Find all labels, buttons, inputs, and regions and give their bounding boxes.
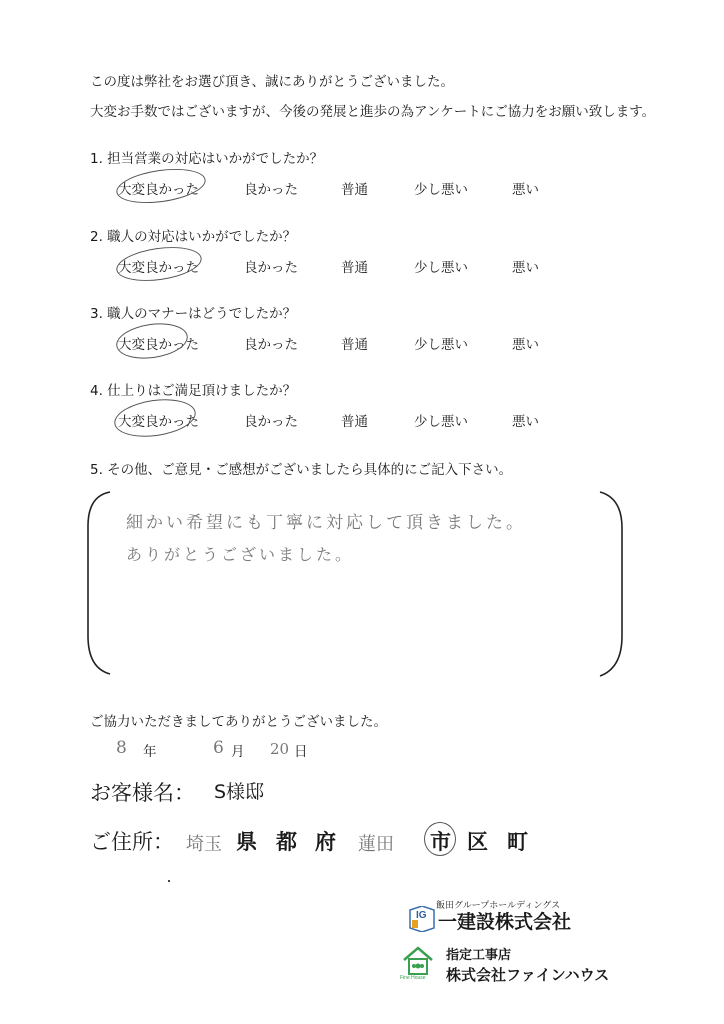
question-3-title: 3. 職人のマナーはどうでしたか？ [90, 306, 297, 322]
company2-name: 株式会社ファインハウス [446, 966, 610, 984]
address-shi-circle [424, 822, 456, 856]
company1-group-name: 飯田グループホールディングス [436, 901, 561, 911]
ig-logo-icon [408, 906, 436, 932]
question-5-title: 5. その他、ご意見・ご感想がございましたら具体的にご記入下さい。 [90, 462, 513, 478]
address-unit-machi: 町 [507, 830, 528, 854]
address-unit-ku: 区 [467, 830, 488, 854]
comment-answer-line-2: ありがとうございました。 [126, 545, 355, 564]
date-month-value: 6 [213, 738, 224, 758]
ig-logo-mark: IG [416, 910, 427, 921]
company1-name: 一建設株式会社 [438, 911, 572, 933]
q1-option-average[interactable]: 普通 [341, 182, 368, 198]
fine-house-logo-mark: Fine House [400, 975, 426, 981]
fine-house-logo-icon [400, 942, 436, 982]
q3-option-bad[interactable]: 悪い [512, 337, 539, 353]
address-city-value: 蓮田 [358, 834, 394, 855]
address-unit-fu: 府 [315, 830, 336, 854]
question-4-title: 4. 仕上りはご満足頂けましたか？ [90, 383, 297, 399]
q1-selection-circle [114, 164, 208, 208]
address-unit-shi: 市 [430, 830, 451, 854]
q4-option-average[interactable]: 普通 [341, 414, 368, 430]
company2-label: 指定工事店 [446, 948, 512, 963]
q1-option-very-good[interactable]: 大変良かった [118, 182, 199, 198]
q1-option-slightly-bad[interactable]: 少し悪い [414, 182, 468, 198]
q1-option-bad[interactable]: 悪い [512, 182, 539, 198]
date-day-label: 日 [294, 744, 308, 760]
intro-line-1: この度は弊社をお選び頂き、誠にありがとうございました。 [90, 74, 454, 90]
q2-option-slightly-bad[interactable]: 少し悪い [414, 260, 468, 276]
question-1-title: 1. 担当営業の対応はいかがでしたか？ [90, 151, 324, 167]
q3-option-average[interactable]: 普通 [341, 337, 368, 353]
q4-option-good[interactable]: 良かった [244, 414, 298, 430]
q4-option-very-good[interactable]: 大変良かった [118, 414, 199, 430]
thanks-text: ご協力いただきましてありがとうございました。 [90, 714, 387, 730]
address-label: ご住所： [90, 830, 174, 854]
q4-option-slightly-bad[interactable]: 少し悪い [414, 414, 468, 430]
q3-selection-circle [114, 319, 190, 363]
q2-option-bad[interactable]: 悪い [512, 260, 539, 276]
customer-name-label: お客様名： [90, 781, 195, 805]
q2-selection-circle [114, 242, 204, 286]
q4-selection-circle [112, 394, 198, 441]
q3-option-very-good[interactable]: 大変良かった [118, 337, 199, 353]
q3-option-good[interactable]: 良かった [244, 337, 298, 353]
customer-name-value: S様邸 [214, 781, 265, 803]
q2-option-very-good[interactable]: 大変良かった [118, 260, 199, 276]
date-year-value: 8 [116, 738, 127, 758]
date-day-value: 20 [270, 740, 290, 758]
question-2-title: 2. 職人の対応はいかがでしたか？ [90, 229, 297, 245]
address-unit-to: 都 [276, 830, 297, 854]
q3-option-slightly-bad[interactable]: 少し悪い [414, 337, 468, 353]
date-month-label: 月 [231, 744, 245, 760]
stray-mark [168, 880, 170, 882]
address-unit-ken: 県 [236, 830, 257, 854]
q4-option-bad[interactable]: 悪い [512, 414, 539, 430]
q2-option-good[interactable]: 良かった [244, 260, 298, 276]
q1-option-good[interactable]: 良かった [244, 182, 298, 198]
intro-line-2: 大変お手数ではございますが、今後の発展と進歩の為アンケートにご協力をお願い致します。 [90, 104, 656, 120]
date-year-label: 年 [143, 744, 157, 760]
comment-answer-line-1: 細かい希望にも丁寧に対応して頂きました。 [126, 513, 526, 533]
q2-option-average[interactable]: 普通 [341, 260, 368, 276]
address-prefecture-value: 埼玉 [186, 834, 222, 855]
